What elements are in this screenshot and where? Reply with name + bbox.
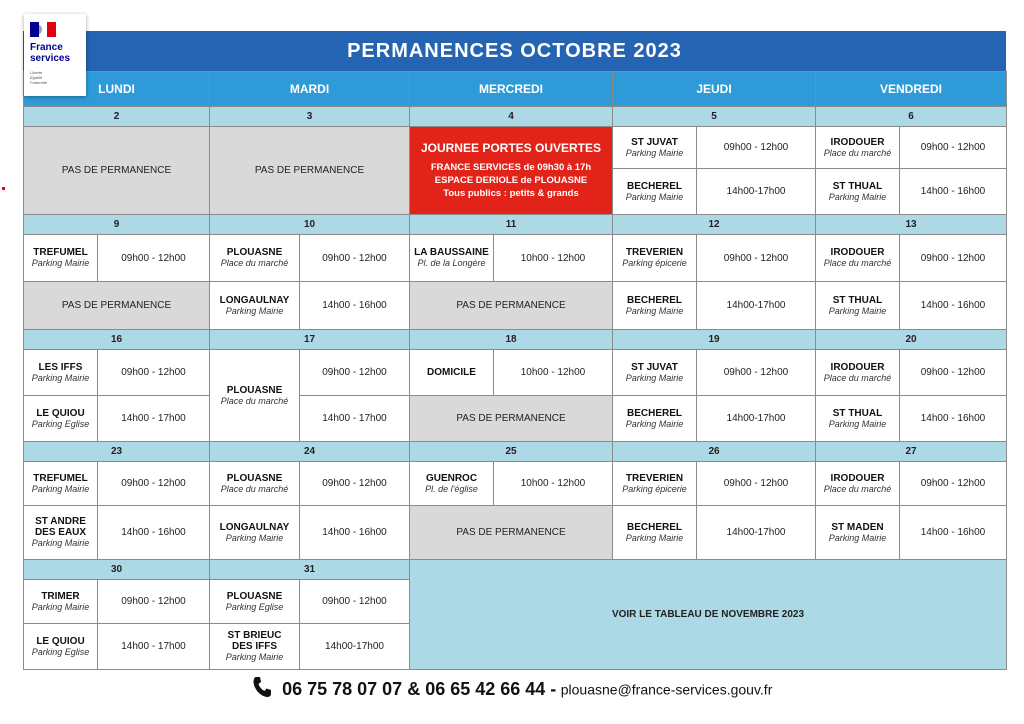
location-detail: Parking Mairie bbox=[31, 258, 90, 268]
location-cell bbox=[210, 235, 300, 282]
location-cell bbox=[210, 506, 300, 560]
date-cell: 11 bbox=[410, 215, 613, 235]
open-day-line: ESPACE DERIOLE de PLOUASNE bbox=[434, 175, 588, 186]
time-cell: 09h00 - 12h00 bbox=[300, 462, 410, 506]
red-mark bbox=[2, 187, 5, 190]
location-detail: Parking Mairie bbox=[225, 532, 284, 543]
no-permanence-cell: PAS DE PERMANENCE bbox=[410, 396, 613, 442]
date-cell: 13 bbox=[816, 215, 1007, 235]
day-header-thursday: JEUDI bbox=[613, 72, 816, 107]
november-note-prefix: VOIR LE bbox=[611, 609, 655, 620]
location-cell bbox=[613, 127, 697, 169]
date-cell: 19 bbox=[613, 330, 816, 350]
time-cell: 14h00 - 16h00 bbox=[300, 506, 410, 560]
day-header-friday: VENDREDI bbox=[816, 72, 1007, 107]
location-cell bbox=[210, 462, 300, 506]
location-detail: Parking Eglise bbox=[31, 646, 90, 657]
location-name: TRIMER bbox=[41, 590, 80, 602]
time-cell: 14h00-17h00 bbox=[697, 506, 816, 560]
schedule-row bbox=[24, 462, 1007, 506]
location-name: ST MADEN bbox=[831, 521, 884, 533]
time-cell: 14h00-17h00 bbox=[697, 396, 816, 442]
location-cell bbox=[816, 396, 900, 442]
schedule-row bbox=[24, 396, 1007, 442]
france-services-logo bbox=[24, 14, 86, 96]
location-cell bbox=[210, 624, 300, 670]
time-cell: 14h00 - 16h00 bbox=[900, 506, 1007, 560]
location-detail: Pl. de la Longère bbox=[417, 258, 486, 268]
time-cell: 09h00 - 12h00 bbox=[900, 350, 1007, 396]
location-cell bbox=[410, 462, 494, 506]
date-row bbox=[24, 560, 1007, 580]
location-name: IRODOUER bbox=[830, 472, 885, 484]
time-cell: 09h00 - 12h00 bbox=[697, 127, 816, 169]
location-name: BECHEREL bbox=[626, 180, 682, 192]
date-cell: 9 bbox=[24, 215, 210, 235]
location-cell bbox=[816, 127, 900, 169]
time-cell: 14h00 - 17h00 bbox=[300, 396, 410, 442]
date-cell: 25 bbox=[410, 442, 613, 462]
date-cell: 23 bbox=[24, 442, 210, 462]
time-cell: 14h00 - 16h00 bbox=[98, 506, 210, 560]
time-cell: 14h00 - 17h00 bbox=[98, 396, 210, 442]
page-title: PERMANENCES OCTOBRE 2023 bbox=[23, 31, 1006, 71]
schedule-row bbox=[24, 235, 1007, 282]
location-detail: Parking Mairie bbox=[225, 305, 284, 316]
location-detail: Parking Eglise bbox=[31, 418, 90, 429]
logo-line-2: services bbox=[30, 53, 71, 64]
day-header-monday: LUNDI bbox=[24, 72, 210, 107]
location-cell bbox=[210, 282, 300, 330]
date-cell: 26 bbox=[613, 442, 816, 462]
location-detail: Parking Mairie bbox=[828, 305, 887, 316]
location-name: ST ANDRE bbox=[35, 516, 86, 527]
location-cell bbox=[24, 235, 98, 282]
location-detail: Parking Mairie bbox=[625, 532, 684, 543]
date-cell: 31 bbox=[210, 560, 410, 580]
location-cell bbox=[816, 169, 900, 215]
location-name: PLOUASNE bbox=[226, 590, 283, 602]
location-cell bbox=[816, 462, 900, 506]
location-name: PLOUASNE bbox=[226, 384, 283, 396]
location-name: TREVERIEN bbox=[625, 247, 684, 258]
location-name: BECHEREL bbox=[626, 294, 682, 306]
location-name: ST THUAL bbox=[832, 407, 883, 419]
no-permanence-cell: PAS DE PERMANENCE bbox=[410, 282, 613, 330]
time-cell: 10h00 - 12h00 bbox=[494, 350, 613, 396]
location-cell bbox=[410, 235, 494, 282]
time-cell: 09h00 - 12h00 bbox=[300, 580, 410, 624]
date-row bbox=[24, 330, 1007, 350]
location-name: LONGAULNAY bbox=[219, 294, 290, 306]
no-permanence-cell: PAS DE PERMANENCE bbox=[410, 506, 613, 560]
time-cell: 09h00 - 12h00 bbox=[697, 350, 816, 396]
schedule-table bbox=[23, 71, 1007, 670]
location-cell bbox=[24, 624, 98, 670]
location-detail: Pl. de l'église bbox=[425, 483, 478, 494]
day-header-tuesday: MARDI bbox=[210, 72, 410, 107]
location-cell bbox=[410, 350, 494, 396]
november-note bbox=[410, 560, 1007, 670]
date-cell: 16 bbox=[24, 330, 210, 350]
date-row bbox=[24, 442, 1007, 462]
logo-line-1: France bbox=[30, 42, 63, 53]
location-cell bbox=[613, 350, 697, 396]
time-cell: 09h00 - 12h00 bbox=[98, 462, 210, 506]
location-name: IRODOUER bbox=[830, 247, 885, 258]
location-name: BECHEREL bbox=[626, 407, 682, 419]
location-detail: Place du marché bbox=[823, 483, 892, 494]
open-day-title: JOURNEE PORTES OUVERTES bbox=[420, 141, 602, 155]
time-cell: 09h00 - 12h00 bbox=[300, 235, 410, 282]
location-cell bbox=[210, 580, 300, 624]
open-day-line: Tous publics : petits & grands bbox=[443, 188, 579, 199]
location-cell bbox=[816, 350, 900, 396]
location-name: TREFUMEL bbox=[33, 472, 88, 484]
location-detail: Place du marché bbox=[220, 483, 289, 494]
location-detail: Parking Mairie bbox=[625, 372, 684, 383]
location-detail: Parking épicerie bbox=[622, 483, 687, 494]
location-cell bbox=[816, 506, 900, 560]
location-name: ST THUAL bbox=[832, 180, 883, 192]
time-cell: 14h00 - 16h00 bbox=[300, 282, 410, 330]
location-detail: Parking Mairie bbox=[31, 483, 90, 494]
date-cell: 20 bbox=[816, 330, 1007, 350]
date-cell: 18 bbox=[410, 330, 613, 350]
location-cell bbox=[24, 506, 98, 560]
november-note-bold: TABLEAU DE NOVEMBRE 2023 bbox=[654, 609, 805, 620]
location-cell bbox=[24, 396, 98, 442]
date-cell: 6 bbox=[816, 107, 1007, 127]
time-cell: 10h00 - 12h00 bbox=[494, 235, 613, 282]
time-cell: 14h00-17h00 bbox=[697, 282, 816, 330]
time-cell: 14h00-17h00 bbox=[697, 169, 816, 215]
location-name: LE QUIOU bbox=[36, 407, 85, 419]
location-name: DES IFFS bbox=[231, 641, 277, 652]
schedule-row bbox=[24, 127, 1007, 169]
date-cell: 27 bbox=[816, 442, 1007, 462]
time-cell: 14h00 - 17h00 bbox=[98, 624, 210, 670]
no-permanence-cell: PAS DE PERMANENCE bbox=[210, 127, 410, 215]
location-detail: Parking Mairie bbox=[625, 191, 684, 202]
open-day-line: FRANCE SERVICES de 09h30 à 17h bbox=[430, 162, 592, 173]
no-permanence-cell: PAS DE PERMANENCE bbox=[24, 127, 210, 215]
location-detail: Parking Mairie bbox=[828, 418, 887, 429]
location-name: LA BAUSSAINE bbox=[414, 247, 489, 258]
time-cell: 09h00 - 12h00 bbox=[900, 462, 1007, 506]
time-cell: 14h00 - 16h00 bbox=[900, 396, 1007, 442]
location-name: PLOUASNE bbox=[226, 472, 283, 484]
location-detail: Parking Mairie bbox=[625, 305, 684, 316]
date-cell: 10 bbox=[210, 215, 410, 235]
location-cell bbox=[24, 462, 98, 506]
time-cell: 09h00 - 12h00 bbox=[900, 235, 1007, 282]
schedule-row bbox=[24, 506, 1007, 560]
time-cell: 09h00 - 12h00 bbox=[300, 350, 410, 396]
location-name: DES EAUX bbox=[34, 527, 87, 538]
time-cell: 14h00-17h00 bbox=[300, 624, 410, 670]
location-detail: Parking Mairie bbox=[31, 372, 90, 383]
date-cell: 17 bbox=[210, 330, 410, 350]
location-detail: Parking Mairie bbox=[625, 418, 684, 429]
contact-email[interactable]: plouasne@france-services.gouv.fr bbox=[560, 681, 773, 698]
location-detail: Parking Eglise bbox=[225, 601, 284, 612]
location-name: LONGAULNAY bbox=[219, 521, 290, 533]
location-cell bbox=[613, 282, 697, 330]
location-detail: Place du marché bbox=[220, 395, 289, 406]
location-name: LES IFFS bbox=[38, 361, 83, 373]
location-cell bbox=[210, 350, 300, 442]
date-cell: 2 bbox=[24, 107, 210, 127]
date-cell: 12 bbox=[613, 215, 816, 235]
date-cell: 24 bbox=[210, 442, 410, 462]
logo-motto: Liberté Égalité Fraternité bbox=[30, 70, 48, 85]
date-cell: 3 bbox=[210, 107, 410, 127]
location-cell bbox=[613, 506, 697, 560]
location-detail: Place du marché bbox=[220, 258, 289, 268]
no-permanence-cell: PAS DE PERMANENCE bbox=[24, 282, 210, 330]
date-row bbox=[24, 215, 1007, 235]
time-cell: 09h00 - 12h00 bbox=[900, 127, 1007, 169]
date-cell: 30 bbox=[24, 560, 210, 580]
location-cell bbox=[816, 235, 900, 282]
location-detail: Place du marché bbox=[823, 147, 892, 158]
location-name: TREVERIEN bbox=[625, 472, 684, 484]
location-name: TREFUMEL bbox=[33, 247, 88, 258]
location-name: BECHEREL bbox=[626, 521, 682, 533]
location-detail: Place du marché bbox=[823, 372, 892, 383]
location-cell bbox=[24, 580, 98, 624]
location-cell bbox=[613, 462, 697, 506]
date-cell: 4 bbox=[410, 107, 613, 127]
location-cell bbox=[24, 350, 98, 396]
schedule-row bbox=[24, 350, 1007, 396]
location-detail: Parking Mairie bbox=[225, 652, 284, 662]
schedule-row bbox=[24, 282, 1007, 330]
location-detail: Parking Mairie bbox=[625, 147, 684, 158]
time-cell: 14h00 - 16h00 bbox=[900, 282, 1007, 330]
contact-footer bbox=[0, 676, 1024, 700]
location-detail: Parking Mairie bbox=[828, 191, 887, 202]
location-detail: Parking Mairie bbox=[31, 601, 90, 612]
location-cell bbox=[613, 169, 697, 215]
location-cell bbox=[613, 396, 697, 442]
location-name: LE QUIOU bbox=[36, 635, 85, 647]
time-cell: 09h00 - 12h00 bbox=[697, 235, 816, 282]
time-cell: 10h00 - 12h00 bbox=[494, 462, 613, 506]
location-detail: Parking Mairie bbox=[31, 538, 90, 548]
location-name: IRODOUER bbox=[830, 361, 885, 373]
location-name: ST JUVAT bbox=[631, 361, 678, 373]
phone-icon bbox=[252, 676, 272, 703]
location-name: ST THUAL bbox=[832, 294, 883, 306]
day-header-wednesday: MERCREDI bbox=[410, 72, 613, 107]
open-day-cell bbox=[410, 127, 613, 215]
time-cell: 09h00 - 12h00 bbox=[98, 580, 210, 624]
location-name: GUENROC bbox=[425, 472, 478, 484]
location-detail: Parking épicerie bbox=[622, 258, 687, 268]
location-name: DOMICILE bbox=[427, 367, 476, 378]
marianne-logo-icon bbox=[30, 22, 56, 37]
location-cell bbox=[613, 235, 697, 282]
time-cell: 14h00 - 16h00 bbox=[900, 169, 1007, 215]
location-detail: Parking Mairie bbox=[828, 532, 887, 543]
location-detail: Place du marché bbox=[823, 258, 892, 268]
time-cell: 09h00 - 12h00 bbox=[697, 462, 816, 506]
phone-numbers: 06 75 78 07 07 & 06 65 42 66 44 - bbox=[282, 679, 557, 699]
date-row bbox=[24, 107, 1007, 127]
day-header-row bbox=[24, 72, 1007, 107]
location-cell bbox=[816, 282, 900, 330]
location-name: IRODOUER bbox=[830, 136, 885, 148]
location-name: PLOUASNE bbox=[226, 247, 283, 258]
date-cell: 5 bbox=[613, 107, 816, 127]
time-cell: 09h00 - 12h00 bbox=[98, 235, 210, 282]
time-cell: 09h00 - 12h00 bbox=[98, 350, 210, 396]
location-name: ST JUVAT bbox=[631, 136, 678, 148]
location-name: ST BRIEUC bbox=[227, 630, 282, 641]
